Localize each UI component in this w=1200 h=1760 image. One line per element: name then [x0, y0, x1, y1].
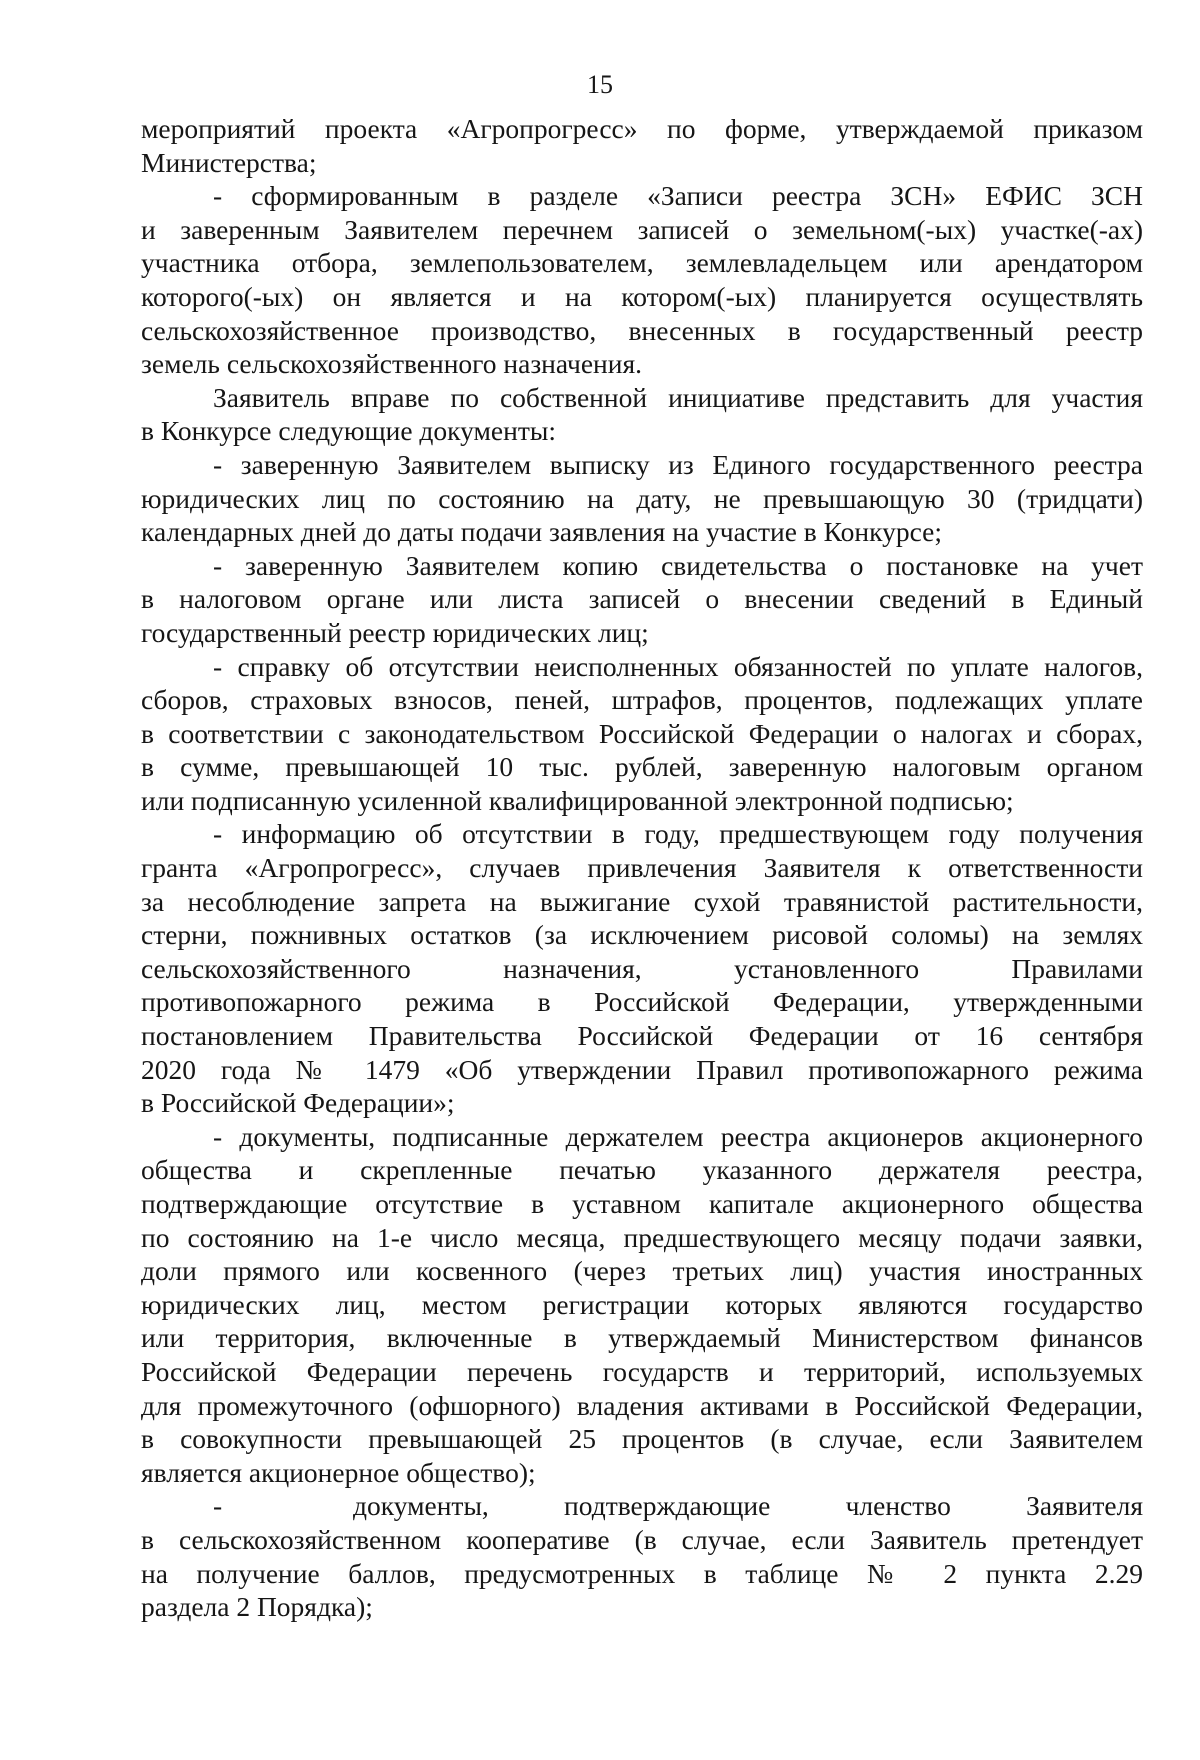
text-line: гранта «Агропрогресс», случаев привлечения Заявителя к ответственности [141, 852, 1143, 884]
text-line: или территория, включенные в утверждаемый Министерством финансов [141, 1322, 1143, 1354]
text-line: по состоянию на 1-е число месяца, предшествующего месяцу подачи заявки, [141, 1221, 1143, 1253]
text-line: Заявитель вправе по собственной инициативе представить для участия [213, 381, 1143, 413]
text-line: и заверенным Заявителем перечнем записей о земельном(-ых) участке(-ах) [141, 213, 1143, 245]
text-line: сельскохозяйственное производство, внесенных в государственный реестр [141, 314, 1143, 346]
text-line: которого(-ых) он является и на котором(-ых) планируется осуществлять [141, 280, 1143, 312]
text-line: - справку об отсутствии неисполненных обязанностей по уплате налогов, [213, 650, 1143, 682]
text-line: сельскохозяйственного назначения, установленного Правилами [141, 952, 1143, 984]
text-line: мероприятий проекта «Агропрогресс» по форме, утверждаемой приказом [141, 113, 1143, 144]
text-line: участника отбора, землепользователем, землевладельцем или арендатором [141, 247, 1143, 279]
document-body [141, 112, 1143, 1624]
text-line: юридических лиц, местом регистрации которых являются государство [141, 1288, 1143, 1320]
text-line: или подписанную усиленной квалифицированной электронной подписью; [141, 784, 1014, 816]
text-line: в налоговом органе или листа записей о внесении сведений в Единый [141, 583, 1143, 615]
text-line: юридических лиц по состоянию на дату, не превышающую 30 (тридцати) [141, 482, 1143, 514]
text-line: на получение баллов, предусмотренных в таблице № 2 пункта 2.29 [141, 1557, 1143, 1589]
text-line: подтверждающие отсутствие в уставном капитале акционерного общества [141, 1188, 1143, 1219]
text-line: в Российской Федерации»; [141, 1087, 455, 1119]
text-line: в сельскохозяйственном кооперативе (в случае, если Заявитель претендует [141, 1523, 1143, 1555]
text-line: раздела 2 Порядка); [141, 1591, 373, 1623]
text-line: земель сельскохозяйственного назначения. [141, 348, 643, 380]
text-line: - информацию об отсутствии в году, предшествующем году получения [213, 818, 1143, 850]
text-line: доли прямого или косвенного (через третьих лиц) участия иностранных [141, 1255, 1143, 1287]
list-dash: - [213, 1490, 223, 1522]
page-number: 15 [587, 70, 613, 99]
text-line: 2020 года № 1479 «Об утверждении Правил противопожарного режима [141, 1053, 1143, 1085]
text-line: Министерства; [141, 146, 317, 178]
text-line: - заверенную Заявителем копию свидетельства о постановке на учет [213, 549, 1143, 581]
text-line: сборов, страховых взносов, пеней, штрафов, процентов, подлежащих уплате [141, 684, 1143, 716]
text-line: постановлением Правительства Российской Федерации от 16 сентября [141, 1020, 1143, 1052]
text-line: в сумме, превышающей 10 тыс. рублей, заверенную налоговым органом [141, 751, 1143, 783]
text-line: - документы, подписанные держателем реестра акционеров акционерного [213, 1120, 1143, 1152]
text-line: противопожарного режима в Российской Федерации, утвержденными [141, 986, 1143, 1018]
text-line: является акционерное общество); [141, 1456, 536, 1488]
text-line: государственный реестр юридических лиц; [141, 616, 649, 648]
text-line: в соответствии с законодательством Российской Федерации о налогах и сборах, [141, 717, 1143, 749]
text-line: - сформированным в разделе «Записи реестра ЗСН» ЕФИС ЗСН [213, 180, 1143, 212]
text-line: за несоблюдение запрета на выжигание сухой травянистой растительности, [141, 885, 1143, 917]
text-line [141, 1489, 1143, 1523]
text-line: в Конкурсе следующие документы: [141, 415, 556, 447]
text-line-content: документы, подтверждающие членство Заявителя [353, 1490, 1143, 1522]
text-line: в совокупности превышающей 25 процентов (в случае, если Заявителем [141, 1423, 1143, 1455]
text-line: стерни, пожнивных остатков (за исключением рисовой соломы) на землях [141, 919, 1143, 951]
text-line: календарных дней до даты подачи заявления на участие в Конкурсе; [141, 516, 942, 548]
text-line: для промежуточного (офшорного) владения активами в Российской Федерации, [141, 1389, 1143, 1421]
text-line: общества и скрепленные печатью указанного держателя реестра, [141, 1154, 1143, 1186]
text-line: Российской Федерации перечень государств и территорий, используемых [141, 1355, 1143, 1387]
text-line: - заверенную Заявителем выписку из Единого государственного реестра [213, 448, 1143, 480]
